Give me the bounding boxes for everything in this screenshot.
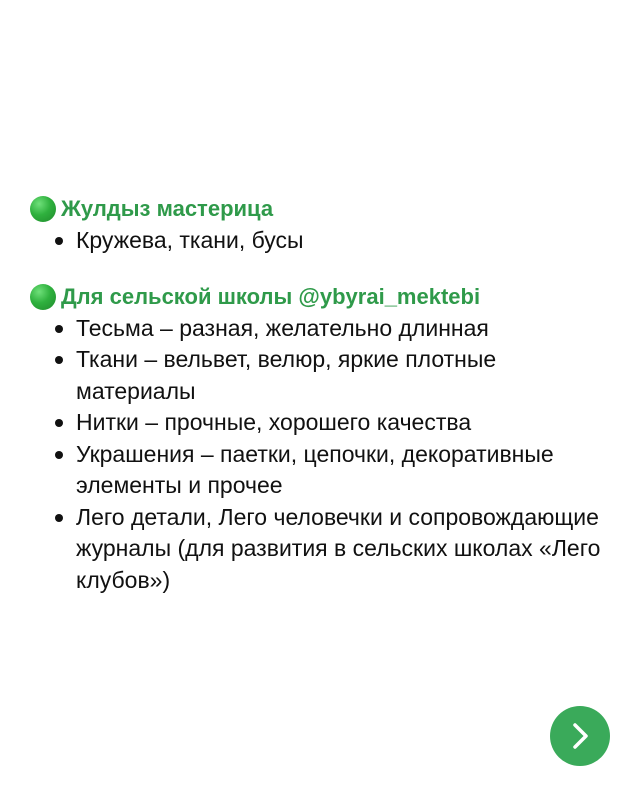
section-zhuldyz (30, 193, 620, 257)
section-title: Для сельской школы @ybyrai_mektebi (61, 283, 481, 309)
next-button[interactable] (550, 706, 610, 766)
section-village-school (30, 281, 620, 597)
list-item: Кружева, ткани, бусы (30, 225, 620, 257)
green-circle-icon (30, 196, 56, 222)
item-list (30, 313, 620, 597)
section-title: Жулдыз мастерица (61, 196, 274, 221)
list-item: Лего детали, Лего человечки и сопровождающие журналы (для развития в сельских школах «Лего клубов») (30, 502, 620, 597)
list-item: Ткани – вельвет, велюр, яркие плотные материалы (30, 344, 620, 407)
section-heading (30, 281, 620, 313)
list-item: Тесьма – разная, желательно длинная (30, 313, 620, 345)
chevron-right-icon (565, 721, 595, 751)
item-list (30, 225, 620, 257)
section-heading (30, 193, 620, 225)
list-item: Нитки – прочные, хорошего качества (30, 407, 620, 439)
green-circle-icon (30, 284, 56, 310)
content (30, 193, 620, 620)
list-item: Украшения – паетки, цепочки, декоративные элементы и прочее (30, 439, 620, 502)
